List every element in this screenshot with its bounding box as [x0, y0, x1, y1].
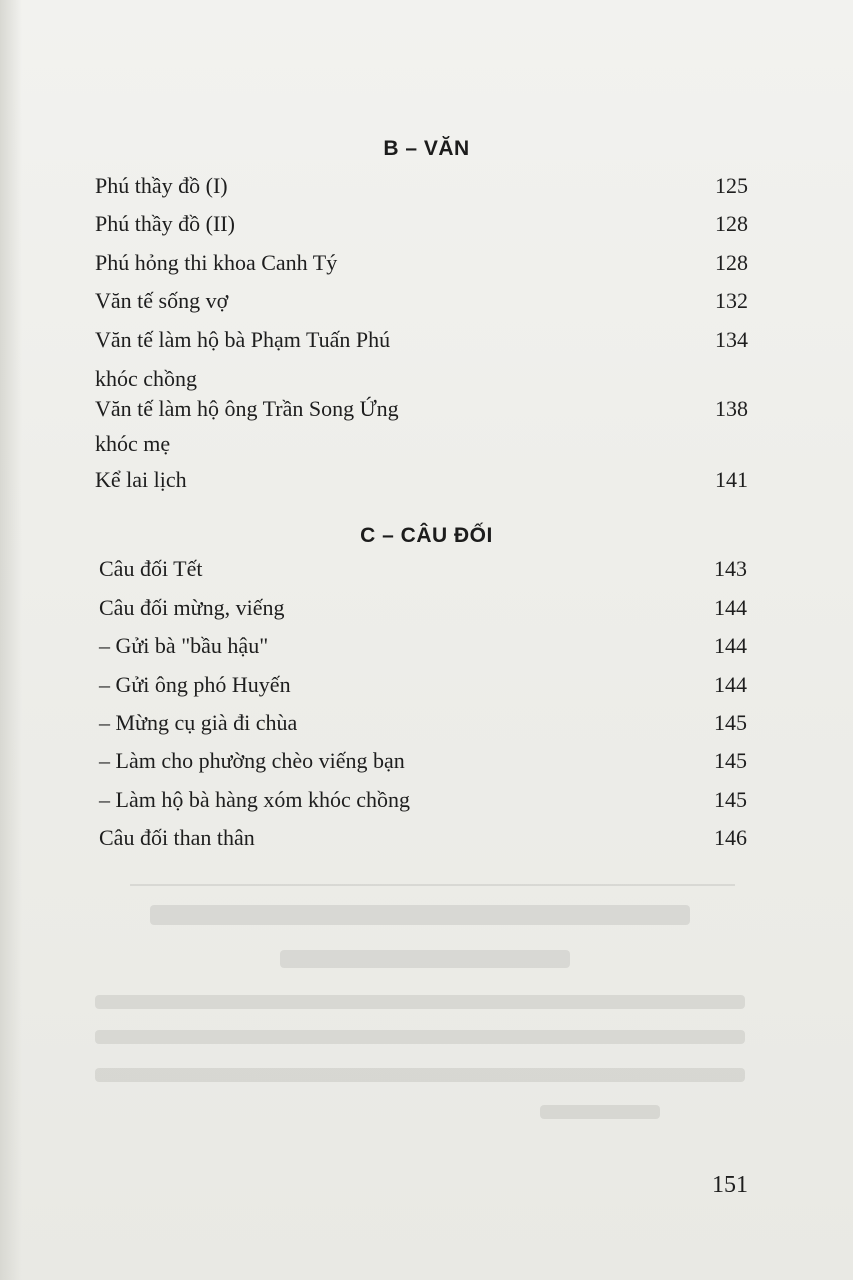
toc-entry-title: Câu đối Tết [99, 556, 203, 581]
toc-entry-page: 128 [715, 250, 748, 275]
toc-entry-title-continuation: khóc mẹ [95, 431, 171, 456]
toc-entry-title: – Gửi ông phó Huyến [99, 672, 291, 697]
toc-entry-title: – Mừng cụ già đi chùa [99, 710, 298, 735]
toc-entry-title: Văn tế làm hộ bà Phạm Tuấn Phú [95, 327, 391, 352]
toc-entry-page: 141 [715, 467, 748, 492]
toc-entry-title: – Làm cho phường chèo viếng bạn [99, 748, 405, 773]
toc-entry-page: 145 [714, 787, 747, 812]
toc-entry-page: 144 [714, 633, 747, 658]
toc-entry-page: 143 [714, 556, 747, 581]
toc-entry-title: – Làm hộ bà hàng xóm khóc chồng [99, 787, 410, 812]
toc-entry-title: Phú thầy đồ (I) [95, 173, 228, 198]
toc-entry-page: 146 [714, 825, 747, 850]
toc-entry-title: Văn tế làm hộ ông Trần Song Ứng [95, 396, 399, 421]
toc-entry-page: 125 [715, 173, 748, 198]
toc-entry-title: Phú thầy đồ (II) [95, 211, 235, 236]
section-heading-cau-doi: C – CÂU ĐỐI [360, 524, 493, 547]
toc-entry-title: Phú hỏng thi khoa Canh Tý [95, 250, 338, 275]
toc-entry-page: 144 [714, 672, 747, 697]
toc-entry-page: 128 [715, 211, 748, 236]
toc-entry-page: 134 [715, 327, 748, 352]
toc-entry-title: Câu đối than thân [99, 825, 255, 850]
section-heading-van: B – VĂN [383, 137, 470, 160]
toc-entry-title: Câu đối mừng, viếng [99, 595, 285, 620]
toc-entry-page: 138 [715, 396, 748, 421]
toc-entry-page: 145 [714, 748, 747, 773]
toc-entry-page: 144 [714, 595, 747, 620]
toc-entry-title: Kể lai lịch [95, 467, 187, 492]
toc-entry-page: 132 [715, 288, 748, 313]
page-number: 151 [712, 1172, 748, 1198]
toc-entry-page: 145 [714, 710, 747, 735]
toc-entry-title: Văn tế sống vợ [95, 288, 229, 313]
toc-entry-title: – Gửi bà "bầu hậu" [99, 633, 269, 658]
toc-entry-title-continuation: khóc chồng [95, 366, 198, 391]
